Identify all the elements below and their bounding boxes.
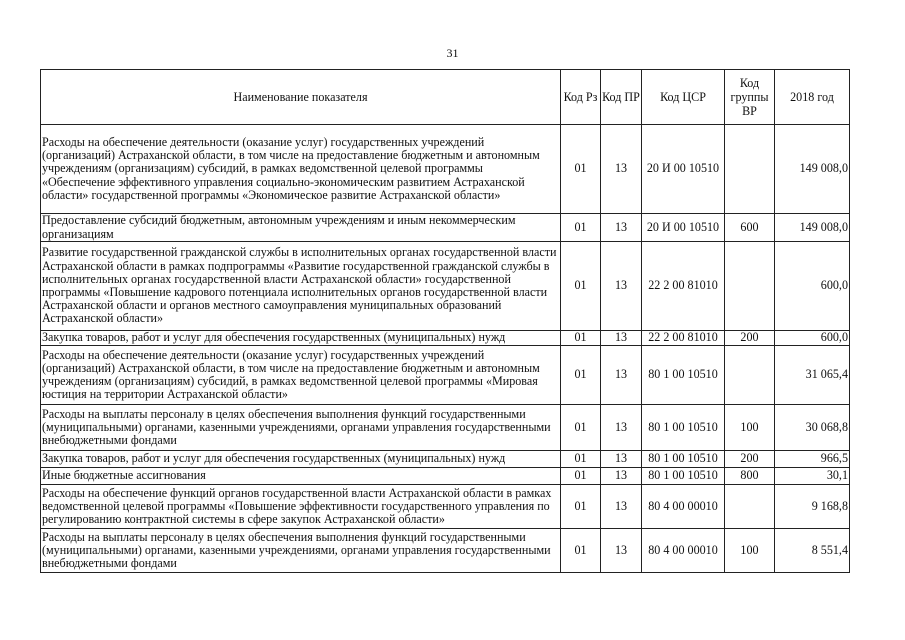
header-year: 2018 год [775,70,850,125]
row-pr: 13 [601,242,642,331]
table-row [41,125,850,214]
row-csr: 80 1 00 10510 [642,346,725,405]
row-rz: 01 [561,214,601,242]
row-pr: 13 [601,451,642,468]
row-csr: 22 2 00 81010 [642,242,725,331]
table-row [41,451,850,468]
row-vr: 200 [725,451,775,468]
header-csr: Код ЦСР [642,70,725,125]
row-pr: 13 [601,346,642,405]
row-csr: 80 4 00 00010 [642,485,725,529]
row-csr: 20 И 00 10510 [642,125,725,214]
row-vr: 200 [725,331,775,346]
row-pr: 13 [601,405,642,451]
row-csr: 80 1 00 10510 [642,468,725,485]
row-rz: 01 [561,529,601,573]
table-row [41,529,850,573]
row-pr: 13 [601,331,642,346]
budget-table [40,69,850,573]
row-csr: 22 2 00 81010 [642,331,725,346]
row-amount: 8 551,4 [775,529,850,573]
row-amount: 9 168,8 [775,485,850,529]
row-vr: 600 [725,214,775,242]
row-pr: 13 [601,485,642,529]
row-pr: 13 [601,529,642,573]
row-amount: 31 065,4 [775,346,850,405]
row-csr: 80 1 00 10510 [642,405,725,451]
row-csr: 80 4 00 00010 [642,529,725,573]
row-rz: 01 [561,468,601,485]
header-pr: Код ПР [601,70,642,125]
row-name: Предоставление субсидий бюджетным, автономным учреждениям и иным некоммерческим организациям [41,214,561,242]
table-header-row [41,70,850,125]
table-row [41,242,850,331]
row-name: Расходы на обеспечение функций органов государственной власти Астраханской области в рамках ведомственной целевой программы «Повышение эффективности государственного управления по регулированию контрактной системы в сфере закупок Астраханской области» [41,485,561,529]
row-csr: 80 1 00 10510 [642,451,725,468]
row-rz: 01 [561,242,601,331]
row-vr: 100 [725,405,775,451]
row-pr: 13 [601,125,642,214]
row-rz: 01 [561,125,601,214]
row-name: Расходы на выплаты персоналу в целях обеспечения выполнения функций государственными (муниципальными) органами, казенными учреждениями, органами управления государственными внебюджетными фондами [41,405,561,451]
row-amount: 149 008,0 [775,214,850,242]
table-row [41,331,850,346]
page-number: 31 [446,46,459,60]
table-row [41,468,850,485]
row-vr [725,346,775,405]
row-amount: 149 008,0 [775,125,850,214]
row-amount: 30 068,8 [775,405,850,451]
row-rz: 01 [561,451,601,468]
header-vr: Код группы ВР [725,70,775,125]
row-name: Закупка товаров, работ и услуг для обеспечения государственных (муниципальных) нужд [41,331,561,346]
row-name: Закупка товаров, работ и услуг для обеспечения государственных (муниципальных) нужд [41,451,561,468]
row-name: Расходы на выплаты персоналу в целях обеспечения выполнения функций государственными (муниципальными) органами, казенными учреждениями, органами управления государственными внебюджетными фондами [41,529,561,573]
row-amount: 966,5 [775,451,850,468]
row-name: Иные бюджетные ассигнования [41,468,561,485]
row-vr [725,242,775,331]
row-pr: 13 [601,468,642,485]
row-vr [725,125,775,214]
row-csr: 20 И 00 10510 [642,214,725,242]
row-rz: 01 [561,405,601,451]
row-vr: 800 [725,468,775,485]
header-rz: Код Рз [561,70,601,125]
row-name: Расходы на обеспечение деятельности (оказание услуг) государственных учреждений (организаций) Астраханской области, в том числе на предоставление бюджетным и автономным учреждениям (организациям) субсидий, в рамках ведомственной целевой программы «Обеспечение эффективного управления социально-экономическим развитием Астраханской области» государственной программы «Экономическое развитие Астраханской области» [41,125,561,214]
table-row [41,346,850,405]
row-amount: 600,0 [775,242,850,331]
row-amount: 600,0 [775,331,850,346]
table-row [41,485,850,529]
row-amount: 30,1 [775,468,850,485]
row-name: Расходы на обеспечение деятельности (оказание услуг) государственных учреждений (организаций) Астраханской области, в том числе на предоставление бюджетным и автономным учреждениям (организациям) субсидий, в рамках ведомственной целевой программы «Мировая юстиция на территории Астраханской области» [41,346,561,405]
table-row [41,405,850,451]
header-name: Наименование показателя [41,70,561,125]
row-vr: 100 [725,529,775,573]
row-rz: 01 [561,331,601,346]
row-pr: 13 [601,214,642,242]
table-row [41,214,850,242]
row-rz: 01 [561,346,601,405]
row-vr [725,485,775,529]
row-name: Развитие государственной гражданской службы в исполнительных органах государственной власти Астраханской области в рамках подпрограммы «Развитие государственной гражданской службы в исполнительных органах государственной власти Астраханской области» государственной программы «Повышение кадрового потенциала исполнительных органов государственной власти Астраханской области и органов местного самоуправления муниципальных образований Астраханской области» [41,242,561,331]
row-rz: 01 [561,485,601,529]
